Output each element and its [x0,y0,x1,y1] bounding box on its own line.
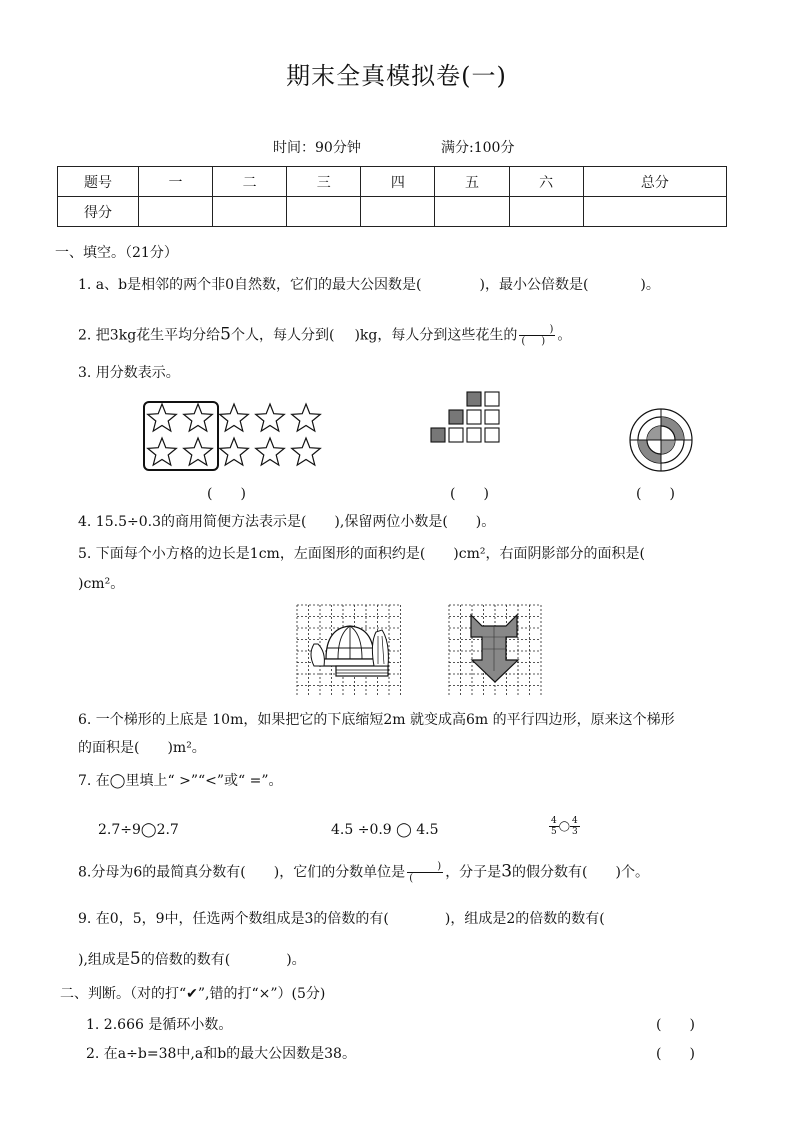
judge-item-1: 1. 2.666 是循环小数。 [86,1017,233,1033]
judge-blank-2[interactable]: ( ) [656,1046,695,1062]
compare-item-c [549,816,580,837]
star-icon [256,438,285,465]
star-group [148,404,321,465]
fraction-denominator: 5 [551,827,557,837]
star-icon [292,438,321,465]
base-shape [336,666,388,676]
full-score-label: 满分:100分 [441,140,515,156]
q2-text: 个人，每人分到( [231,327,335,344]
answer-blank[interactable]: ( ) [207,486,246,502]
question-5-line1: 5. 下面每个小方格的边长是1cm，左面图形的面积约是( )cm²，右面阴影部分的面积是( [78,546,645,562]
shaded-inner-quadrant [647,426,661,440]
shaded-square [467,392,481,406]
star-icon [256,404,285,431]
grid-figure-left [296,604,406,696]
question-2 [78,324,571,347]
square-group [431,390,499,442]
time-label: 时间：90分钟 [273,140,361,156]
q2-text: 2. 把3kg花生平均分给 [78,327,221,344]
square [485,392,499,406]
q9-text: ),组成是 [78,952,130,968]
question-4: 4. 15.5÷0.3的商用简便方法表示是( ),保留两位小数是( )。 [78,514,496,530]
square [467,410,481,424]
header-cell: 一 [139,167,213,197]
score-cell[interactable] [361,197,435,227]
question-6-line2: 的面积是( )m²。 [78,740,206,756]
fraction-denominator: 3 [571,827,578,837]
q1-text: 1. a、b是相邻的两个非0自然数，它们的最大公因数是( [78,277,422,293]
fraction-denominator: ( [521,336,526,347]
shaded-square [449,410,463,424]
q2-text: )kg，每人分到这些花生的 [354,327,518,344]
shaded-square [431,428,445,442]
page-title: 期末全真模拟卷(一) [286,62,507,90]
square [467,428,481,442]
q8-text: 8.分母为6的最简真分数有( )，它们的分数单位是 [78,864,406,881]
right-bush [372,630,388,666]
square [449,428,463,442]
score-cell[interactable] [213,197,287,227]
fraction-numerator: ) [519,324,555,336]
question-5-line2: )cm²。 [78,576,125,592]
question-6-line1: 6. 一个梯形的上底是 10m，如果把它的下底缩短2m 就变成高6m 的平行四边形，原来这个梯形 [78,712,675,728]
score-cell[interactable] [583,197,726,227]
stars-figure [140,400,326,474]
left-bush [311,644,324,666]
score-table-score-row [58,197,727,227]
section2-heading: 二、判断。（对的打“✔”,错的打“×”）(5分) [60,986,326,1002]
section1-heading: 一、填空。（21分） [55,245,178,261]
q1-text: )。 [640,277,660,293]
row-label: 得分 [58,197,139,227]
star-icon [184,438,213,465]
q8-text: ，分子是 [445,864,502,881]
square [485,428,499,442]
score-cell[interactable] [435,197,509,227]
answer-blank[interactable]: ( ) [450,486,489,502]
base-shape [320,659,380,666]
answer-blank[interactable]: ( ) [636,486,675,502]
fraction-denominator: ( [409,873,414,884]
header-cell: 题号 [58,167,139,197]
question-8 [78,861,649,884]
q2-number: 5 [220,324,231,345]
star-icon [148,404,177,431]
fraction-numerator: ) [407,861,443,873]
grid-figure-right [448,604,542,696]
header-cell: 二 [213,167,287,197]
question-9-line1: 9. 在0，5，9中，任选两个数组成是3的倍数的有( )，组成是2的倍数的数有( [78,911,605,927]
q8-text: 的假分数有( )个。 [512,864,649,881]
score-cell[interactable] [509,197,583,227]
q8-number: 3 [501,861,513,882]
q9-text: 的倍数的数有( )。 [140,952,306,968]
question-7: 7. 在◯里填上“ >”“<”或“ =”。 [78,773,283,789]
score-table [57,166,727,227]
shaded-inner-quadrant [661,440,675,454]
header-cell: 三 [287,167,361,197]
header-cell: 六 [509,167,583,197]
question-3: 3. 用分数表示。 [78,365,180,381]
judge-blank-1[interactable]: ( ) [656,1017,695,1033]
q9-number: 5 [129,949,141,969]
question-9-line2 [78,949,306,969]
header-cell: 总分 [583,167,726,197]
score-cell[interactable] [287,197,361,227]
fraction-numerator: 4 [551,816,557,826]
header-cell: 五 [435,167,509,197]
question-1 [78,274,660,294]
score-cell[interactable] [139,197,213,227]
fraction-blank[interactable] [519,324,555,347]
header-cell: 四 [361,167,435,197]
q1-text: )，最小公倍数是( [479,277,589,293]
star-icon [220,438,249,465]
q2-text: 。 [557,327,572,344]
fraction-denominator: ) [541,336,546,347]
score-table-header-row [58,167,727,197]
fraction-blank[interactable] [407,861,443,884]
squares-staircase-figure [428,390,524,446]
compare-item-b: 4.5 ÷0.9 ◯ 4.5 [331,822,439,838]
judge-item-2: 2. 在a÷b=38中,a和b的最大公因数是38。 [86,1046,356,1062]
star-icon [292,404,321,431]
fraction-numerator: 4 [571,816,578,826]
compare-item-a: 2.7÷9◯2.7 [98,822,179,838]
square [485,410,499,424]
star-icon [220,404,249,431]
shaded-region [471,615,518,682]
fraction [570,816,580,837]
fraction [549,816,559,837]
star-icon [184,404,213,431]
target-circle-figure [626,405,696,475]
star-icon [148,438,177,465]
compare-circle[interactable]: ◯ [558,821,570,832]
